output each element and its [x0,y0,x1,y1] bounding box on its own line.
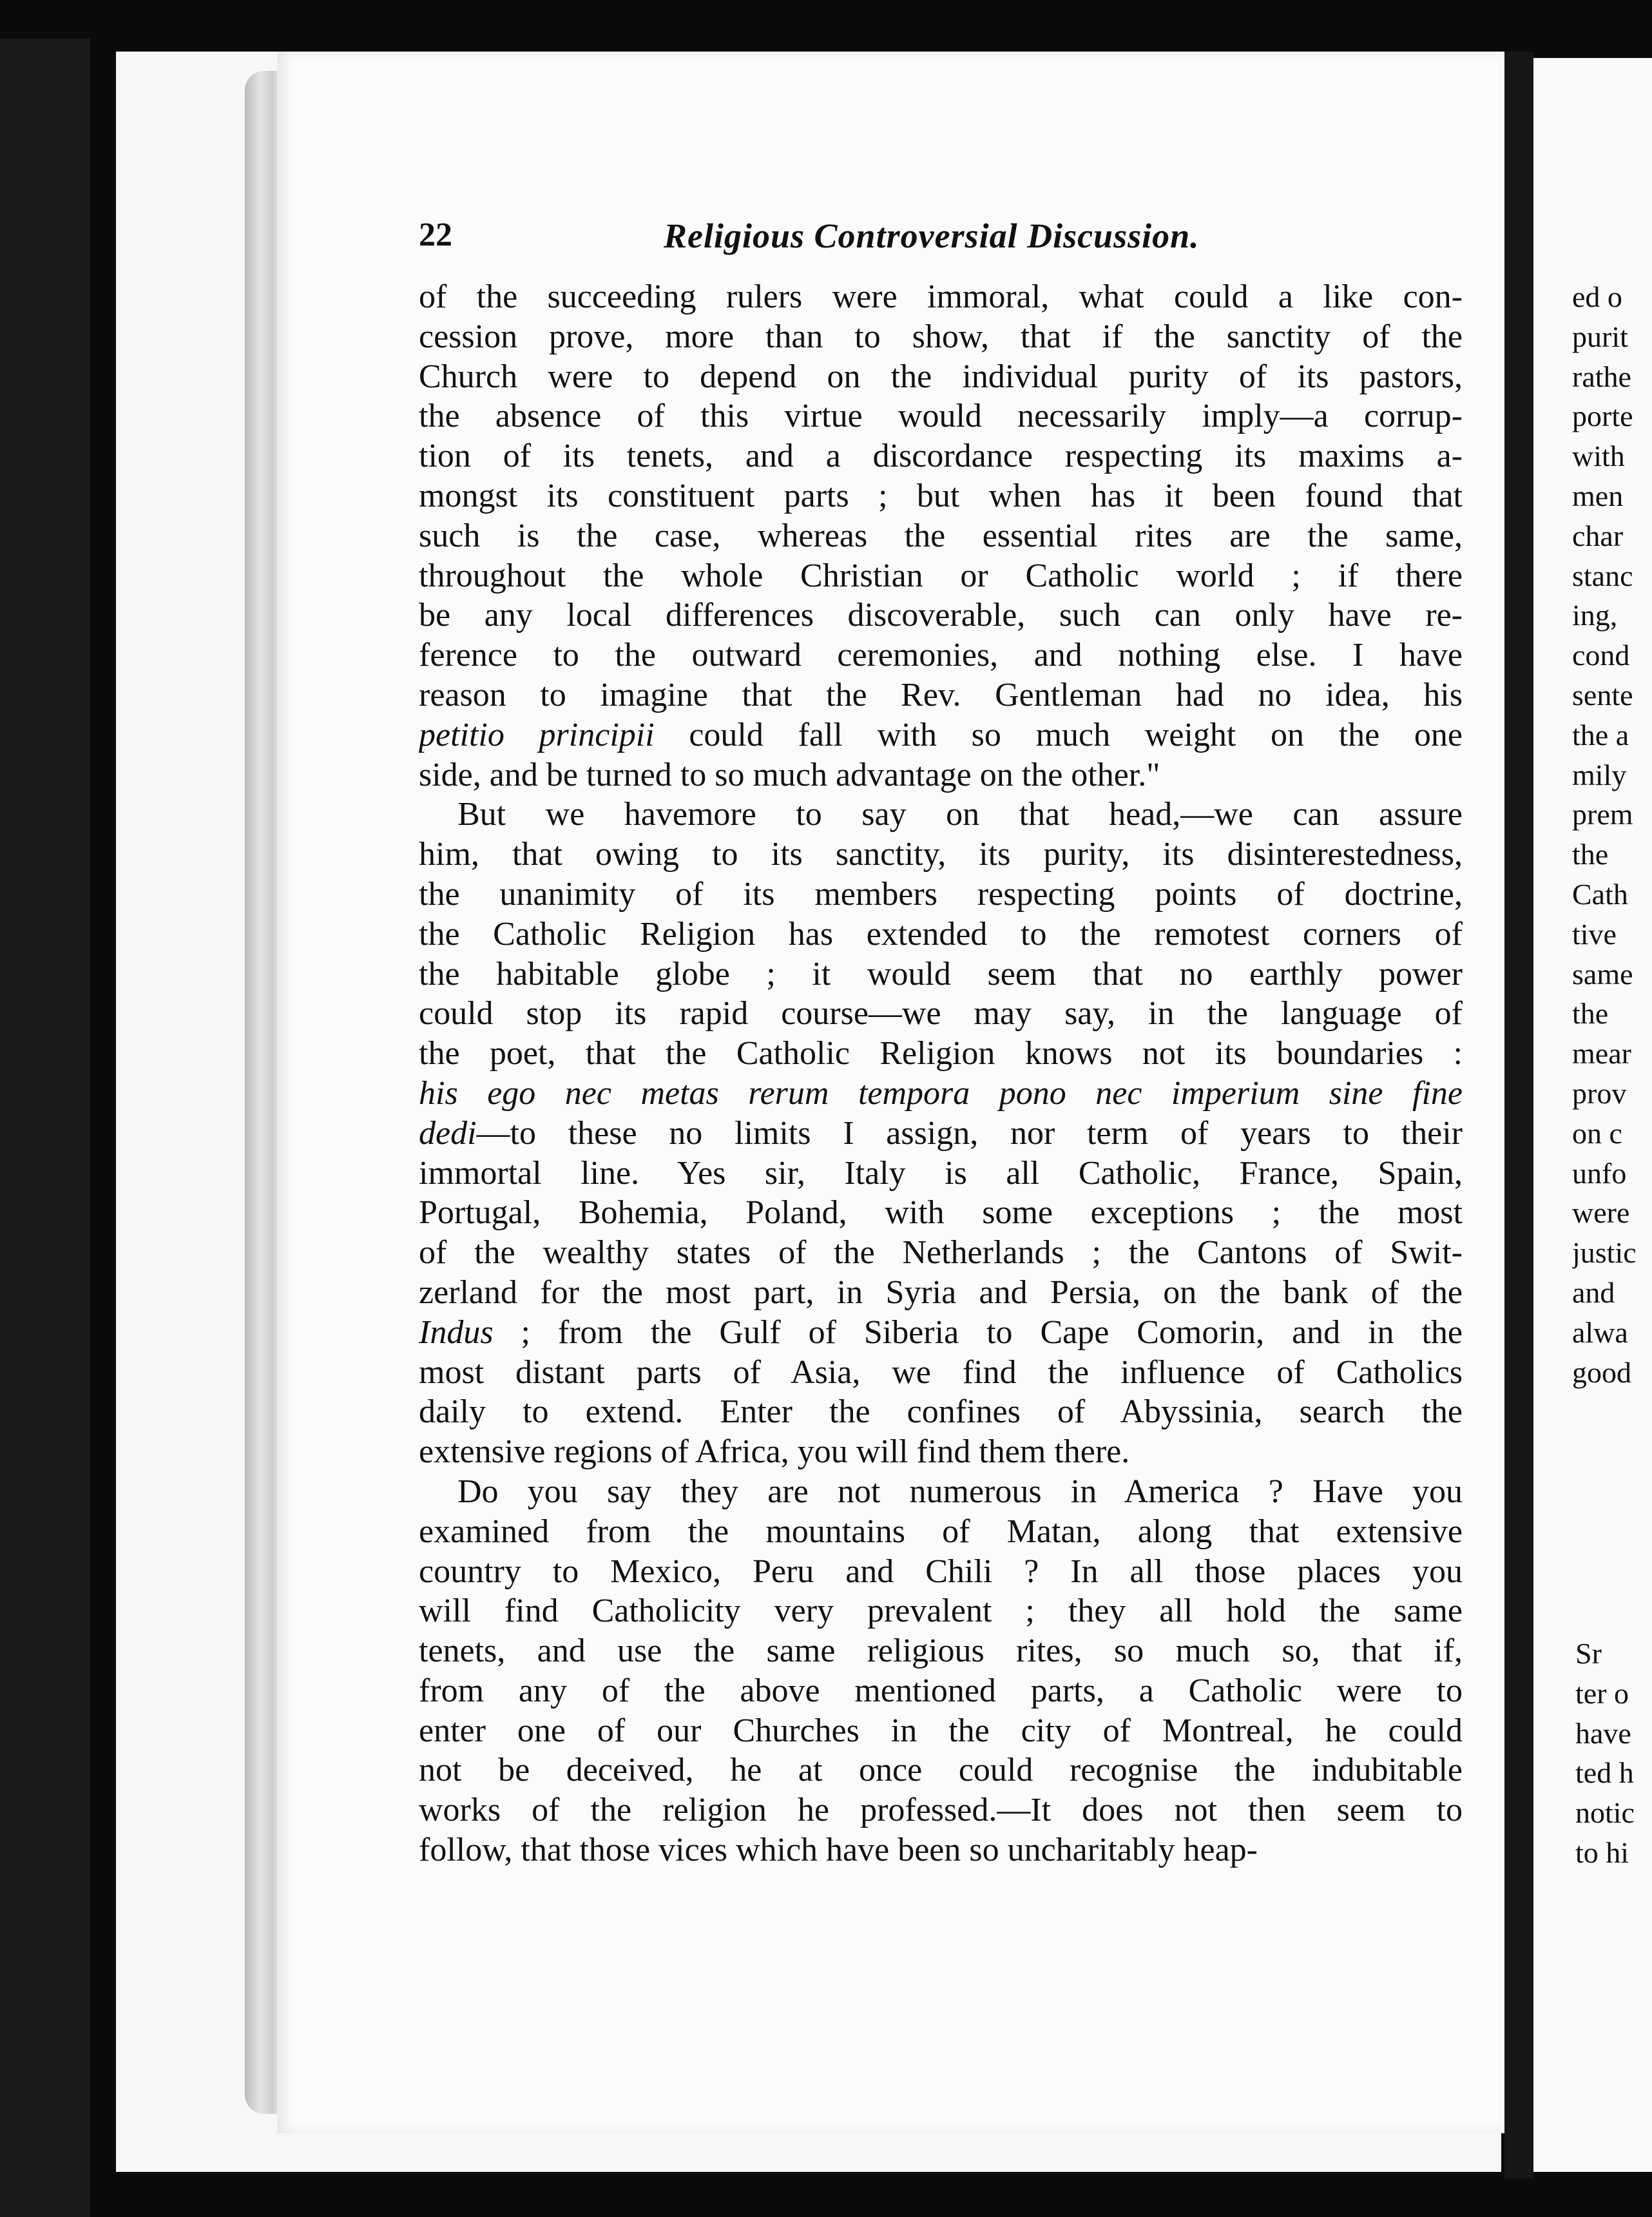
facing-text-fragment: Sr [1575,1637,1602,1670]
body-text [419,277,1463,1870]
text-line: reason to imagine that the Rev. Gentleman had no idea, his [419,676,1463,713]
text-line: cession prove, more than to show, that if the sanctity of the [419,318,1463,355]
text-line: follow, that those vices which have been so uncharitably heap- [419,1832,1258,1869]
text-line: the unanimity of its members respecting points of doctrine, [419,875,1463,913]
text-line: daily to extend. Enter the confines of Abyssinia, search the [419,1393,1463,1431]
facing-text-fragment: the [1572,838,1609,871]
scan-left-margin [0,39,90,2217]
text-line: works of the religion he professed.—It does not then seem to [419,1792,1463,1829]
facing-text-fragment: were [1572,1196,1630,1230]
facing-text-fragment: justic [1572,1236,1637,1270]
facing-text-fragment: char [1572,519,1624,552]
text-line: zerland for the most part, in Syria and Persia, on the bank of the [419,1273,1463,1311]
text-line: the habitable globe ; it would seem that no earthly power [419,955,1463,992]
facing-text-fragment: mily [1572,758,1627,791]
text-line: But we havemore to say on that head,—we can assure [457,796,1463,833]
text-line: enter one of our Churches in the city of Montreal, he could [419,1712,1463,1749]
text-line: country to Mexico, Peru and Chili ? In all those places you [419,1553,1463,1590]
text-line: examined from the mountains of Matan, along that extensive [419,1513,1463,1550]
text-line: tenets, and use the same religious rites, so much so, that if, [419,1632,1463,1670]
text-line: the poet, that the Catholic Religion knows not its boundaries : [419,1035,1463,1072]
facing-text-fragment: the a [1572,718,1629,751]
facing-text-fragment: Cath [1572,877,1628,911]
facing-text-fragment: same [1572,957,1633,991]
facing-text-fragment: notic [1575,1796,1635,1830]
facing-text-fragment: prov [1572,1076,1627,1110]
facing-text-fragment: the [1572,997,1609,1031]
facing-text-fragment: rathe [1572,360,1631,393]
text-line: ference to the outward ceremonies, and nothing else. I have [419,637,1463,674]
text-line: the Catholic Religion has extended to the remotest corners of [419,915,1463,953]
text-line: will find Catholicity very prevalent ; they all hold the same [419,1593,1463,1630]
facing-text-fragment: porte [1572,400,1633,433]
text-line: tion of its tenets, and a discordance respecting its maxims a- [419,438,1463,475]
text-line: Indus ; from the Gulf of Siberia to Cape Comorin, and in the [419,1313,1463,1351]
text-line: not be deceived, he at once could recognise the indubitable [419,1752,1463,1789]
facing-text-fragment: on c [1572,1116,1622,1150]
facing-text-fragment: sente [1572,678,1633,712]
running-header [419,216,1463,261]
facing-text-fragment: men [1572,479,1624,512]
text-line: throughout the whole Christian or Catholic world ; if there [419,557,1463,594]
facing-text-fragment: ter o [1575,1676,1629,1710]
facing-text-fragment: unfo [1572,1156,1627,1190]
text-line: mongst its constituent parts ; but when has it been found that [419,477,1463,514]
facing-text-fragment: ing, [1572,599,1618,632]
text-line: extensive regions of Africa, you will find them there. [419,1433,1130,1471]
facing-text-fragment: alwa [1572,1315,1628,1349]
text-line: petitio principii could fall with so much weight on the one [419,716,1463,753]
facing-text-fragment: mear [1572,1037,1631,1070]
text-line: Do you say they are not numerous in America ? Have you [457,1473,1463,1510]
text-line: from any of the above mentioned parts, a Catholic were to [419,1672,1463,1709]
text-line: be any local differences discoverable, such can only have re- [419,597,1463,634]
text-line: most distant parts of Asia, we find the influence of Catholics [419,1353,1463,1391]
facing-text-fragment: with [1572,440,1625,473]
text-line: him, that owing to its sanctity, its purity, its disinterestedness, [419,836,1463,873]
facing-page-text [1572,277,1652,1392]
text-line: such is the case, whereas the essential rites are the same, [419,517,1463,554]
facing-text-fragment: ed o [1572,280,1622,313]
facing-text-fragment: have [1575,1716,1631,1750]
book-gutter [1504,52,1533,2178]
text-line: could stop its rapid course—we may say, in the language of [419,995,1463,1032]
facing-text-fragment: prem [1572,798,1633,831]
facing-text-fragment: and [1572,1275,1615,1309]
facing-text-fragment: tive [1572,917,1617,951]
text-line: Church were to depend on the individual purity of its pastors, [419,358,1463,395]
text-line: the absence of this virtue would necessarily imply—a corrup- [419,398,1463,435]
text-line: of the succeeding rulers were immoral, what could a like con- [419,278,1463,315]
text-line: Portugal, Bohemia, Poland, with some exceptions ; the most [419,1194,1463,1232]
facing-page-text-lower [1575,1634,1652,1873]
facing-text-fragment: cond [1572,639,1630,672]
facing-text-fragment: stanc [1572,559,1633,592]
running-title: Religious Controversial Discussion. [664,217,1200,255]
facing-text-fragment: to hi [1575,1835,1629,1869]
text-line: dedi—to these no limits I assign, nor term of years to their [419,1114,1463,1152]
page-number: 22 [419,217,452,253]
text-line: side, and be turned to so much advantage on the other." [419,756,1160,793]
text-line: of the wealthy states of the Netherlands ; the Cantons of Swit- [419,1234,1463,1272]
facing-text-fragment: ted h [1575,1756,1634,1790]
facing-text-fragment: good [1572,1355,1631,1389]
text-line: immortal line. Yes sir, Italy is all Catholic, France, Spain, [419,1154,1463,1192]
text-line: his ego nec metas rerum tempora pono nec imperium sine fine [419,1074,1463,1112]
facing-text-fragment: purit [1572,320,1628,353]
